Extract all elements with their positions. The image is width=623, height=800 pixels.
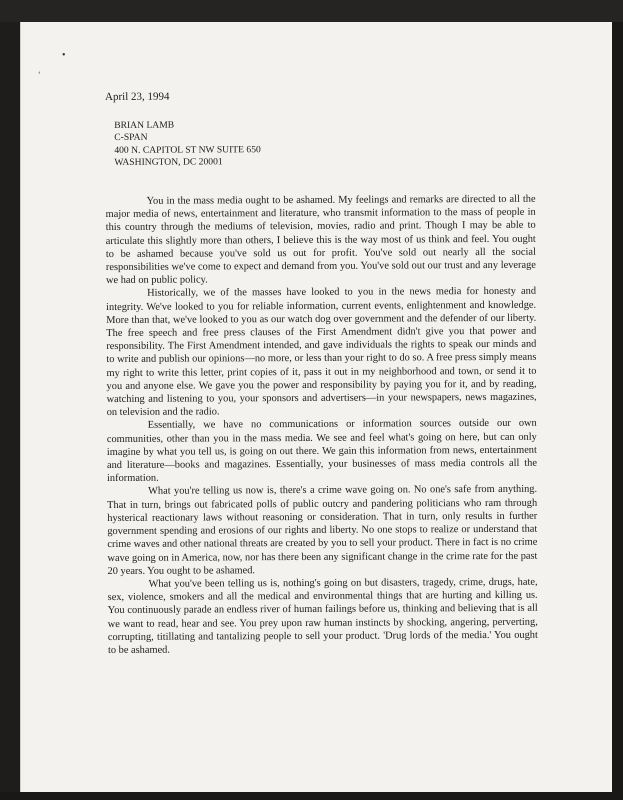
letter-paragraph: Essentially, we have no communications or information sources outside our own communities, other than you in the mass media. We see and feel what's going on here, but can only imagine by what you tell us, is going on out there. We gain this information from news, entertainment and literature—books and magazines. Essentially, your businesses of mass media controls all the information. (106, 418, 537, 485)
address-line: WASHINGTON, DC 20001 (114, 156, 223, 168)
letter-body (106, 193, 538, 657)
letter-paragraph: What you're telling us now is, there's a crime wave going on. No one's safe from anything. That in turn, brings out fabricated polls of public outcry and pandering politicians who ram through hysterical reactionary laws without reasoning or consideration. That in turn, only results in further government spending and erosions of our rights and liberty. No one stops to realize or understand that crime waves and other national threats are created by you to sell your product. There in fact is no crime wave going on in America, now, nor has there been any significant change in the crime rate for the past 20 years. You ought to be ashamed. (107, 484, 538, 577)
address-line: 400 N. CAPITOL ST NW SUITE 650 (114, 143, 261, 156)
address-line: C-SPAN (114, 132, 148, 144)
letter-paragraph: Historically, we of the masses have looked to you in the news media for honesty and integrity. We've looked to you for reliable information, current events, enlightenment and knowledge. More than that, we've looked to you as our watch dog over government and the defender of our liberty. The free speech and free press clauses of the First Amendment didn't give you that power and responsibility. The First Amendment intended, and gave individuals the rights to speak our minds and to write and publish our opinions—no more, or less than your right to do so. A free press simply means my right to write this letter, print copies of it, pass it out in my neighborhood and town, or send it to you and anyone else. We gave you the power and responsibility by paying you for it, and by reading, watching and listening to you, your sponsors and advertisers—in your newspapers, news magazines, on television and the radio. (106, 286, 537, 419)
pen-mark: • (62, 50, 66, 61)
letter-paragraph: You in the mass media ought to be ashamed. My feelings and remarks are directed to all the major media of news, entertainment and literature, who transmit information to the mass of people in this country through the mediums of television, movies, radio and print. Though I may be able to articulate this slightly more than others, I believe this is the way most of us think and feel. You ought to be ashamed because you've sold us out for profit. You've sold out nearly all the social responsibilities we've come to expect and demand from you. You've sold out our trust and any leverage we had on public policy. (105, 193, 536, 287)
recipient-address (114, 118, 535, 169)
letter-date: April 23, 1994 (105, 90, 170, 103)
pen-mark: ‘ (38, 70, 41, 79)
letter-content (105, 89, 538, 657)
scan-frame-bottom (0, 792, 623, 800)
scan-frame-top (0, 0, 623, 22)
scan-frame-right (612, 22, 623, 800)
address-line: BRIAN LAMB (114, 119, 175, 132)
letter-paragraph: What you've been telling us is, nothing's going on but disasters, tragedy, crime, drugs, hate, sex, violence, smokers and all the medical and environmental things that are hurting and killing us. You continuously parade an endless river of human failings before us, thinking and believing that is all we want to read, hear and see. You prey upon raw human instincts by shocking, angering, perverting, corrupting, titillating and tantalizing people to sell your product. 'Drug lords of the media.' You ought to be ashamed. (107, 576, 538, 656)
